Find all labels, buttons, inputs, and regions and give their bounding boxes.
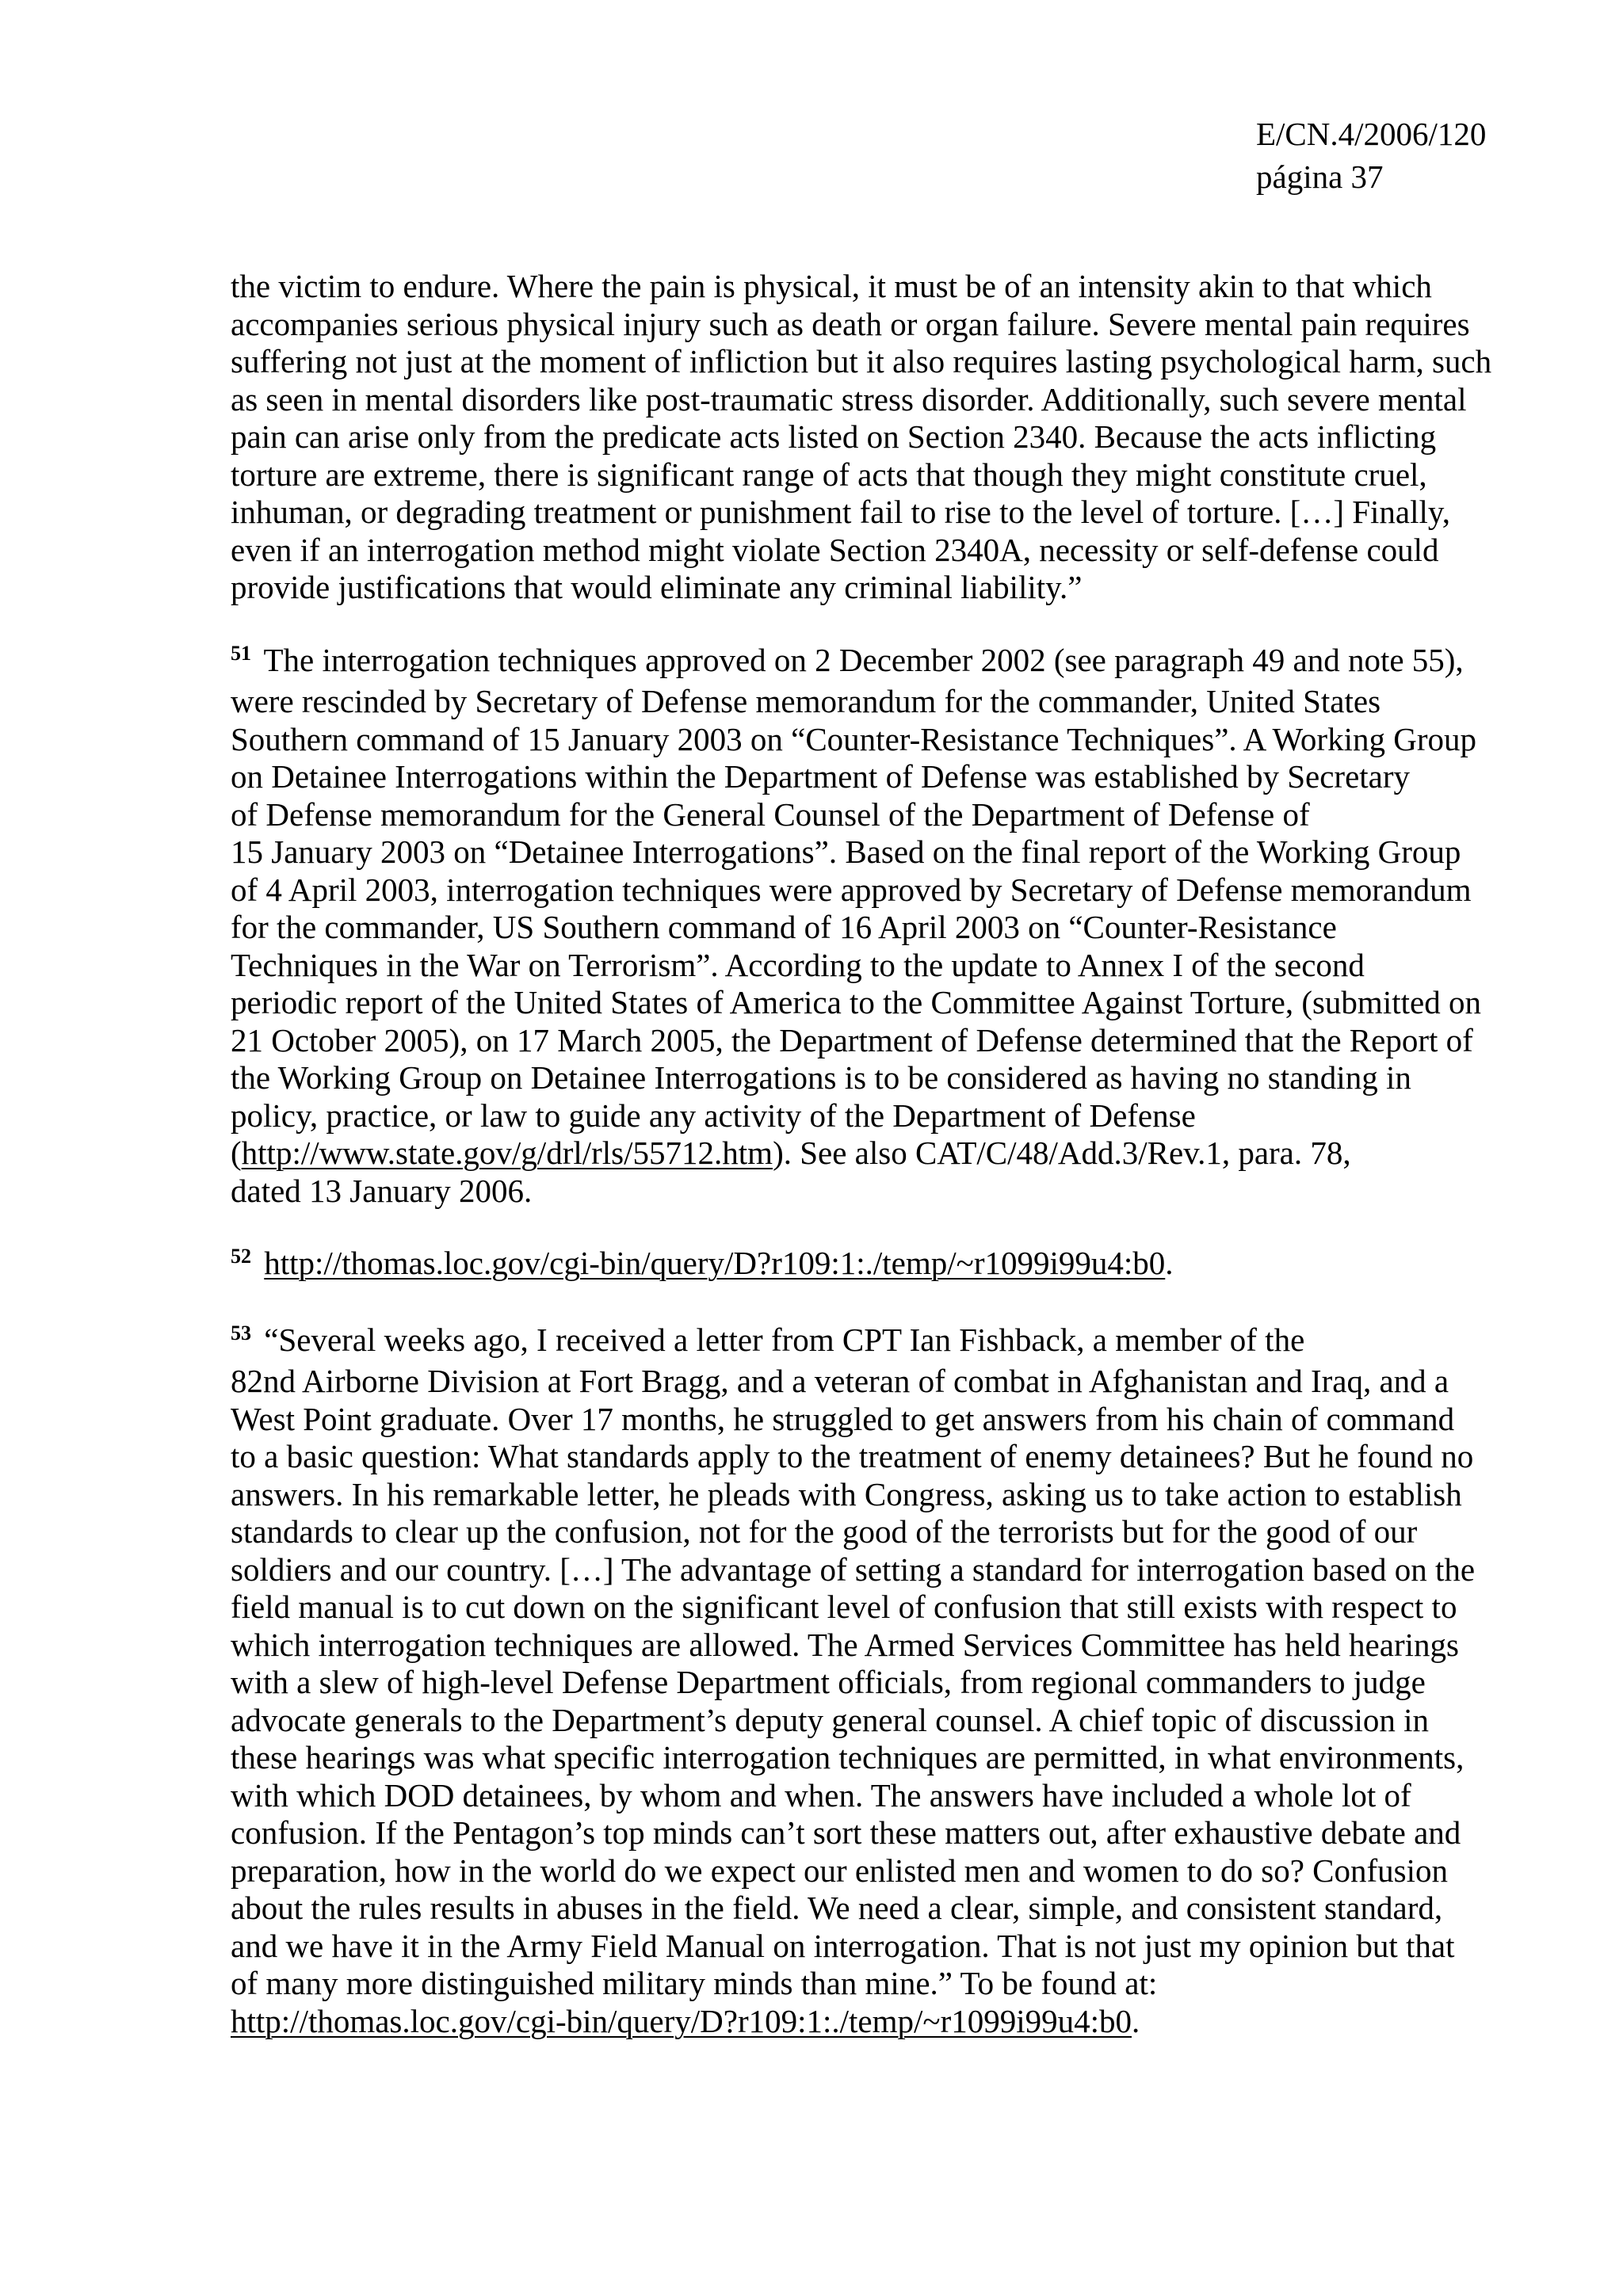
text-line [231,642,1578,684]
text-line: Techniques in the War on Terrorism”. According to the update to Annex I of the second [231,946,1365,983]
thomas-loc-link[interactable]: http://thomas.loc.gov/cgi-bin/query/D?r109:1:./temp/~r1099i99u4:b0 [264,1245,1166,1281]
state-gov-link[interactable]: http://www.state.gov/g/drl/rls/55712.htm [241,1135,773,1171]
link-tail-text: ). See also CAT/C/48/Add.3/Rev.1, para. 78, [773,1135,1351,1171]
footnote-number: 53 [231,1321,251,1344]
link-tail-text: . [1165,1245,1174,1281]
footnote-text: “Several weeks ago, I received a letter from CPT Ian Fishback, a member of the [256,1321,1305,1358]
footnote-number: 52 [231,1245,251,1268]
text-line: accompanies serious physical injury such as death or organ failure. Severe mental pain requires [231,305,1470,342]
text-line: provide justifications that would eliminate any criminal liability.” [231,569,1083,605]
text-line: West Point graduate. Over 17 months, he struggled to get answers from his chain of command [231,1400,1455,1437]
text-line: soldiers and our country. […] The advantage of setting a standard for interrogation based on the [231,1550,1476,1588]
text-line: of many more distinguished military minds than mine.” To be found at: [231,1965,1158,2001]
text-line: 82nd Airborne Division at Fort Bragg, and a veteran of combat in Afghanistan and Iraq, and a [231,1363,1449,1399]
document-symbol: E/CN.4/2006/120 [1256,116,1487,152]
text-line: 15 January 2003 on “Detainee Interrogations”. Based on the final report of the Working Group [231,833,1461,870]
text-line: of 4 April 2003, interrogation techniques were approved by Secretary of Defense memorandum [231,871,1472,908]
link-paren: ( [231,1135,242,1171]
text-line [231,1135,1578,1173]
text-line: to a basic question: What standards apply to the treatment of enemy detainees? But he found no [231,1438,1474,1474]
text-line: policy, practice, or law to guide any activity of the Department of Defense [231,1097,1196,1134]
text-line: field manual is to cut down on the significant level of confusion that still exists with respect to [231,1589,1457,1625]
footnote-number: 51 [231,641,251,665]
text-line: as seen in mental disorders like post-traumatic stress disorder. Additionally, such severe mental [231,380,1467,418]
footnote-53 [231,1322,1578,2041]
text-line: torture are extreme, there is significant range of acts that though they might constitute cruel, [231,456,1427,493]
text-line: even if an interrogation method might violate Section 2340A, necessity or self-defense could [231,531,1439,568]
thomas-loc-link[interactable]: http://thomas.loc.gov/cgi-bin/query/D?r109:1:./temp/~r1099i99u4:b0 [231,2002,1132,2039]
page-header [1256,113,1486,198]
text-line: answers. In his remarkable letter, he pleads with Congress, asking us to take action to establish [231,1475,1462,1512]
text-line: with which DOD detainees, by whom and when. The answers have included a whole lot of [231,1776,1411,1814]
text-line: with a slew of high-level Defense Department officials, from regional commanders to judge [231,1664,1426,1700]
text-line: Southern command of 15 January 2003 on “Counter-Resistance Techniques”. A Working Group [231,720,1476,757]
text-line: for the commander, US Southern command of 16 April 2003 on “Counter-Resistance [231,909,1337,945]
footnote-52 [231,1245,1578,1287]
text-line [231,2003,1578,2041]
text-line: confusion. If the Pentagon’s top minds can’t sort these matters out, after exhaustive debate and [231,1814,1461,1851]
text-line: periodic report of the United States of America to the Committee Against Torture, (submitted on [231,984,1481,1020]
text-line: of Defense memorandum for the General Counsel of the Department of Defense of [231,795,1310,833]
text-line [231,1322,1578,1363]
text-line: which interrogation techniques are allowed. The Armed Services Committee has held hearings [231,1626,1459,1663]
text-line: pain can arise only from the predicate acts listed on Section 2340. Because the acts inflicting [231,418,1437,455]
page-number: página 37 [1256,158,1384,195]
footnote-51 [231,642,1578,1211]
footnote-text: The interrogation techniques approved on 2 December 2002 (see paragraph 49 and note 55), [256,641,1464,678]
text-line: dated 13 January 2006. [231,1172,533,1209]
text-line: the Working Group on Detainee Interrogations is to be considered as having no standing in [231,1059,1411,1096]
text-line: these hearings was what specific interrogation techniques are permitted, in what environments, [231,1739,1465,1775]
link-tail-text: . [1132,2002,1140,2039]
text-line: were rescinded by Secretary of Defense memorandum for the commander, United States [231,683,1381,719]
text-line: standards to clear up the confusion, not for the good of the terrorists but for the good of our [231,1513,1418,1550]
continuation-paragraph [231,268,1578,607]
text-line: preparation, how in the world do we expect our enlisted men and women to do so? Confusion [231,1852,1449,1889]
text-line: about the rules results in abuses in the field. We need a clear, simple, and consistent standard, [231,1890,1443,1926]
page-content [231,268,1578,2040]
text-line: and we have it in the Army Field Manual on interrogation. That is not just my opinion but that [231,1927,1455,1964]
text-line: the victim to endure. Where the pain is physical, it must be of an intensity akin to that which [231,268,1432,304]
text-line: suffering not just at the moment of infliction but it also requires lasting psychological harm, such [231,343,1492,379]
text-line: 21 October 2005), on 17 March 2005, the Department of Defense determined that the Report of [231,1021,1473,1058]
text-line [231,1245,1578,1287]
text-line: on Detainee Interrogations within the Department of Defense was established by Secretary [231,758,1411,795]
text-line: advocate generals to the Department’s deputy general counsel. A chief topic of discussion in [231,1701,1429,1738]
text-line: inhuman, or degrading treatment or punishment fail to rise to the level of torture. […] Finally, [231,494,1451,530]
